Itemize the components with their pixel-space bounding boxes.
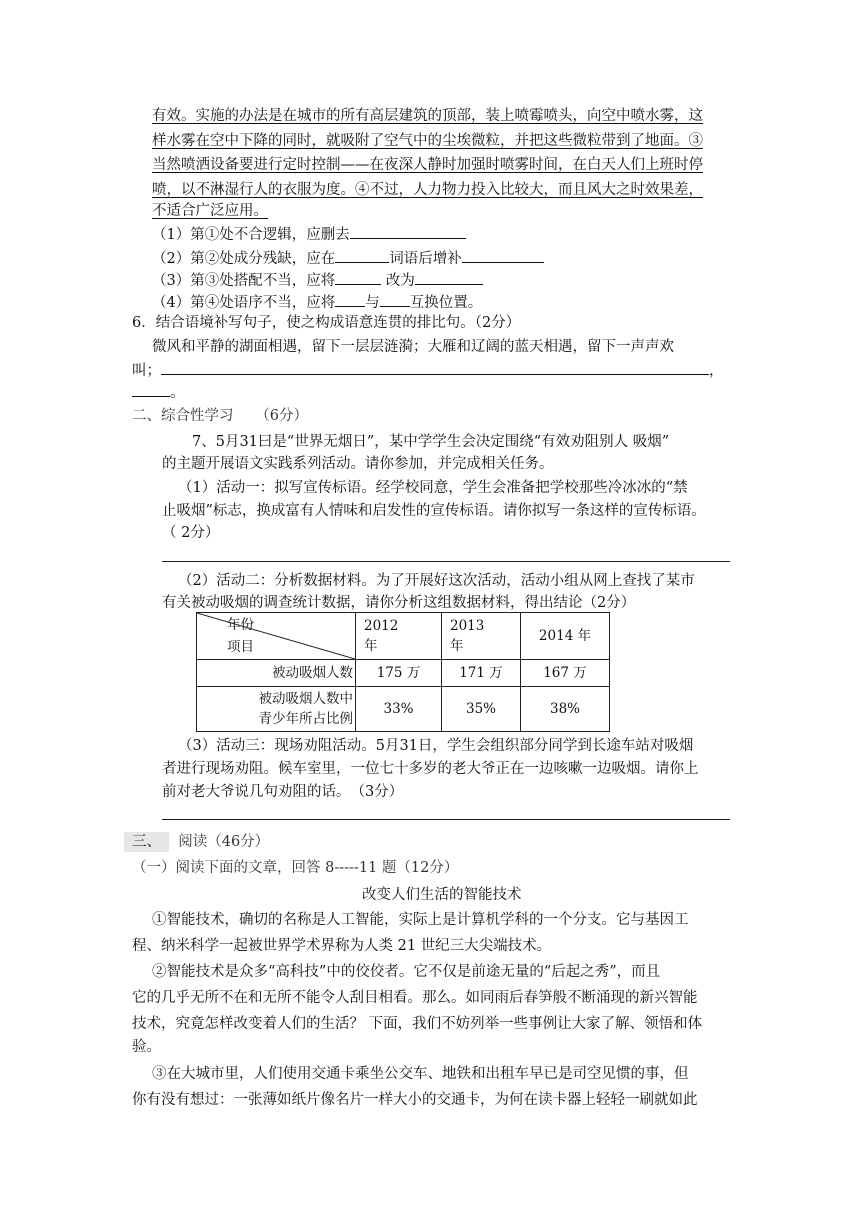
answer-line[interactable]	[162, 561, 730, 562]
year-cell: 2014 年	[521, 613, 610, 660]
activity-2-text: （2）活动二：分析数据材料。为了开展好这次活动，活动小组从网上查找了某市	[178, 573, 695, 589]
passage-line: 有效。实施的办法是在城市的所有高层建筑的顶部，装上喷霉喷头，向空中喷水雾，这	[152, 108, 703, 124]
q7-text: 7、5月31曰是“世界无烟日”，某中学学生会决定围绕“有效劝阻别人 吸烟”	[192, 434, 670, 450]
q5-item-2-text: 词语后增补	[389, 251, 462, 267]
q5-item-3-text: 改为	[385, 273, 415, 289]
q5-item-1	[152, 223, 466, 245]
answer-blank[interactable]	[462, 247, 544, 263]
activity-3-text: （3）活动三：现场劝阻活动。5月31日，学生会组织部分同学到长途车站对吸烟	[178, 738, 694, 754]
answer-blank[interactable]	[380, 291, 410, 307]
q6-line	[132, 381, 185, 403]
value-cell: 175 万	[356, 660, 442, 687]
passage-line: 当然喷洒设备要进行定时控制——在夜深人静时加强时喷雾时间，在白天人们上班时停	[152, 157, 703, 173]
table-corner-cell	[197, 613, 356, 660]
q6-title: 6．结合语境补写句子，使之构成语意连贯的排比句。（2分）	[132, 315, 521, 331]
passage-line: 喷，以不淋湿行人的衣服为度。④不过，人力物力投入比较大，而且风大之时效果差，	[152, 182, 703, 198]
q5-item-4-text: 与	[365, 295, 380, 311]
value-cell: 35%	[442, 687, 521, 732]
q5-item-4-text: （4）第④处语序不当，应将	[152, 295, 336, 311]
activity-2-text: 有关被动吸烟的调查统计数据，请你分析这组数据材料，得出结论（2分）	[162, 595, 636, 611]
section3-number: 三、	[124, 832, 169, 852]
passage-line: 样水雾在空中下降的同时，就吸附了空气中的尘埃微粒，并把这些微粒带到了地面。③	[152, 133, 703, 149]
answer-blank[interactable]	[335, 269, 381, 285]
q7-text: 的主题开展语文实践系列活动。请你参加，并完成相关任务。	[162, 456, 554, 472]
q6-line: 微风和平静的湖面相遇，留下一层层涟漪；大雁和辽阔的蓝天相遇，留下一声声欢	[152, 339, 674, 355]
section2-heading: 二、综合性学习 （6分）	[132, 408, 308, 424]
q5-item-2-text: （2）第②处成分残缺，应在	[152, 251, 336, 267]
q5-item-3	[152, 269, 483, 291]
value-cell: 33%	[356, 687, 442, 732]
header-item-label: 项目	[227, 639, 254, 655]
article-line: ①智能技术，确切的名称是人工智能，实际上是计算机学科的一个分支。它与基因工	[152, 912, 689, 928]
activity-3-text: 者进行现场劝阻。候车室里，一位七十多岁的老大爷正在一边咳嗽一边吸烟。请你上	[162, 761, 699, 777]
article-line: 验。	[132, 1039, 161, 1055]
q6-line	[132, 359, 724, 381]
smoking-statistics-table	[196, 612, 610, 732]
table-row	[197, 687, 610, 732]
passage-line: 不适合广泛应用。	[152, 203, 268, 219]
q5-item-2	[152, 247, 544, 269]
activity-1-text: （ 2分）	[162, 525, 220, 541]
answer-blank[interactable]	[335, 291, 365, 307]
diagonal-divider	[197, 613, 355, 659]
article-title: 改变人们生活的智能技术	[362, 887, 522, 903]
year-cell: 2013 年	[442, 613, 521, 660]
year-cell: 2012 年	[356, 613, 442, 660]
answer-line[interactable]	[162, 819, 730, 820]
q5-item-4	[152, 291, 482, 313]
article-line: 程、纳米科学一起被世界学术界称为人类 21 世纪三大尖端技术。	[132, 938, 552, 954]
answer-blank[interactable]	[350, 223, 466, 239]
table-header-row	[197, 613, 610, 660]
header-year-label: 年份	[227, 617, 254, 633]
q5-item-3-text: （3）第③处搭配不当，应将	[152, 273, 336, 289]
answer-blank[interactable]	[161, 359, 709, 375]
value-cell: 38%	[521, 687, 610, 732]
section3-subheading: （一）阅读下面的文章，回答 8-----11 题（12分）	[132, 860, 459, 876]
answer-blank[interactable]	[335, 247, 389, 263]
q6-suffix: 。	[170, 385, 185, 401]
table-row	[197, 660, 610, 687]
answer-blank[interactable]	[415, 269, 483, 285]
q5-item-1-text: （1）第①处不合逻辑，应删去	[152, 227, 350, 243]
activity-3-text: 前对老大爷说几句劝阻的话。 （3分）	[162, 784, 404, 800]
value-cell: 171 万	[442, 660, 521, 687]
activity-1-text: （1）活动一：拟写宣传标语。经学校同意，学生会准备把学校那些冷冰冰的“禁	[178, 480, 688, 496]
article-line: ③在大城市里，人们使用交通卡乘坐公交车、地铁和出租车早已是司空见惯的事，但	[152, 1066, 689, 1082]
value-cell: 167 万	[521, 660, 610, 687]
q5-item-4-text: 互换位置。	[409, 295, 483, 311]
activity-1-text: 止吸烟”标志，换成富有人情味和启发性的宣传标语。请你拟写一条这样的宣传标语。	[162, 503, 706, 519]
q6-suffix: ，	[709, 363, 724, 379]
article-line: ②智能技术是众多“高科技”中的佼佼者。它不仅是前途无量的“后起之秀”，而且	[152, 964, 661, 980]
section3-title: 阅读（46分）	[178, 834, 270, 850]
q6-prefix: 叫；	[132, 363, 161, 379]
row-label: 被动吸烟人数	[197, 660, 356, 687]
article-line: 它的几乎无所不在和无所不能令人刮目相看。那么。如同雨后春笋般不断涌现的新兴智能	[132, 990, 698, 1006]
row-label: 被动吸烟人数中 青少年所占比例	[197, 687, 356, 732]
article-line: 你有没有想过：一张薄如纸片像名片一样大小的交通卡，为何在读卡器上轻轻一刷就如此	[132, 1092, 698, 1108]
article-line: 技术，究竟怎样改变着人们的生活？ 下面，我们不妨列举一些事例让大家了解、领悟和体	[132, 1016, 703, 1032]
answer-blank[interactable]	[132, 381, 170, 397]
section3-heading	[124, 832, 269, 852]
